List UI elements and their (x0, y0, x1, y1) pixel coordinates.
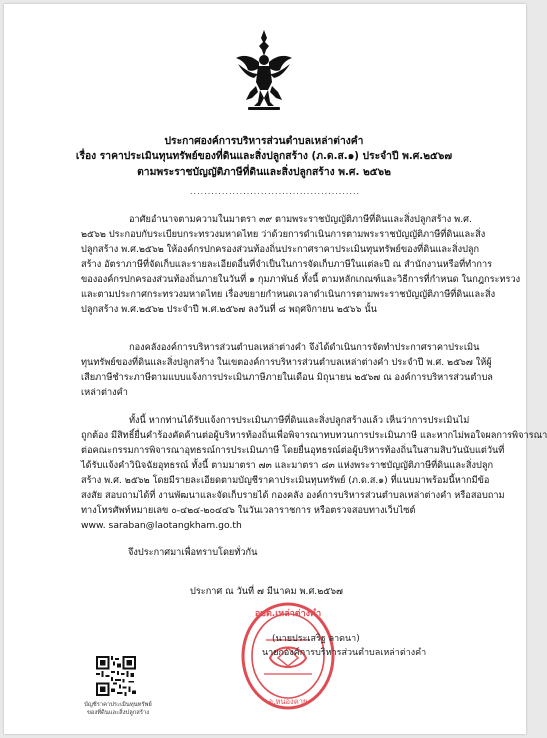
paragraph-line: สงสัย สอบถามได้ที่ งานพัฒนาและจัดเก็บรายได้ กองคลัง องค์การบริหารส่วนตำบลเหล่าต่างคำ หรือสอบถาม (81, 490, 505, 501)
website-link[interactable]: www. saraban@laotangkham.go.th (81, 520, 242, 531)
paragraph-line: ได้รับแจ้งคำวินิจฉัยอุทธรณ์ ทั้งนี้ ตามมาตรา ๗๓ และมาตรา ๘๓ แห่งพระราชบัญญัติภาษีที่ดินและสิ่งปลูก (81, 460, 494, 471)
heading-act: ตามพระราชบัญญัติภาษีที่ดินและสิ่งปลูกสร้าง พ.ศ. ๒๕๖๒ (137, 166, 391, 178)
paragraph-line: กองคลังองค์การบริหารส่วนตำบลเหล่าต่างคำ จึงได้ดำเนินการจัดทำประกาศราคาประเมิน (129, 342, 480, 353)
paragraph-line: สร้าง อัตราภาษีที่จัดเก็บและรายละเอียดอื่นที่จำเป็นในการจัดเก็บภาษีในแต่ละปี ณ สำนักงานหรือที่ทำการ (81, 259, 493, 270)
heading-agency: ประกาศองค์การบริหารส่วนตำบลเหล่าต่างคำ (164, 135, 364, 147)
paragraph-line: สร้าง พ.ศ. ๒๕๖๒ โดยมีรายละเอียดตามบัญชีราคาประเมินทุนทรัพย์ (ภ.ด.ส.๑) ที่แนบมาพร้อมนี้หากมีข้อ (81, 475, 490, 486)
paragraph-line: เหล่าต่างคำ (81, 387, 128, 398)
seal-top-text: อบต.เหล่าต่างคำ (254, 609, 322, 619)
paragraph-line: ถูกต้อง มีสิทธิ์ยื่นคำร้องคัดค้านต่อผู้บริหารท้องถิ่นเพื่อพิจารณาทบทวนการประเมินภาษี และหากไม่พอใจผลการพิจารณา (81, 430, 547, 441)
seal-bottom-text: จ.หนองคาย (268, 697, 308, 706)
signer-name: (นายประเสริฐ ลาดนา) (272, 634, 360, 644)
heading-subject: เรื่อง ราคาประเมินทุนทรัพย์ของที่ดินและสิ่งปลูกสร้าง (ภ.ด.ส.๑) ประจำปี พ.ศ.๒๕๖๗ (75, 150, 453, 162)
paragraph-line: ๒๕๖๒ ประกอบกับระเบียบกระทรวงมหาดไทย ว่าด้วยการดำเนินการตามพระราชบัญญัติภาษีที่ดินและสิ่ง (81, 229, 486, 240)
garuda-emblem-icon (234, 30, 294, 112)
closing-statement: จึงประกาศมาเพื่อทราบโดยทั่วกัน (128, 547, 258, 558)
paragraph-line: ขององค์กรปกครองส่วนท้องถิ่นภายในวันที่ ๑ กุมภาพันธ์ ทั้งนี้ ตามหลักเกณฑ์และวิธีการที่กำหนด ในกฎกระทรวง (81, 274, 521, 285)
signature-block (262, 632, 426, 660)
paragraph-line: ต่อคณะกรรมการพิจารณาอุทธรณ์การประเมินภาษี โดยยื่นอุทธรณ์ต่อผู้บริหารท้องถิ่นในสามสิบวันนับแต่วันที่ (81, 445, 505, 456)
document-page (4, 4, 547, 734)
paragraph-appeal (81, 413, 547, 533)
paragraph-line: ทั้งนี้ หากท่านได้รับแจ้งการประเมินภาษีที่ดินและสิ่งปลูกสร้างแล้ว เห็นว่าการประเมินไม่ (129, 415, 470, 426)
paragraph-line: ทางโทรศัพท์หมายเลข ๐-๔๒๔-๒๐๔๔๖ ในวันเวลาราชการ หรือตรวจสอบทางเว็บไซต์ (81, 505, 416, 516)
qr-code-icon[interactable] (96, 656, 136, 696)
paragraph-authority (81, 212, 521, 317)
paragraph-line: ปลูกสร้าง พ.ศ.๒๕๖๒ ให้องค์กรปกครองส่วนท้องถิ่นประกาศราคาประเมินทุนทรัพย์ของที่ดินและสิ่งปลูก (81, 244, 480, 255)
qr-caption-line: บัญชีราคาประเมินทุนทรัพย์ (84, 702, 152, 708)
paragraph-line: ทุนทรัพย์ของที่ดินและสิ่งปลูกสร้าง ในเขตองค์การบริหารส่วนตำบลเหล่าต่างคำ ประจำปี พ.ศ. ๒๕๖๗ ให้ผู้ (81, 357, 492, 368)
paragraph-line: ปลูกสร้าง พ.ศ.๒๕๖๒ ประจำปี พ.ศ.๒๕๖๗ ลงวันที่ ๘ พฤศจิกายน ๒๕๖๖ นั้น (81, 304, 377, 315)
heading-separator: ................................................ (190, 187, 361, 196)
announcement-date: ประกาศ ณ วันที่ ๗ มีนาคม พ.ศ.๒๕๖๗ (190, 586, 343, 597)
paragraph-tax-collection (81, 340, 493, 400)
paragraph-line: อาศัยอำนาจตามความในมาตรา ๓๙ ตามพระราชบัญญัติภาษีที่ดินและสิ่งปลูกสร้าง พ.ศ. (129, 214, 472, 225)
qr-caption-line: ของที่ดินและสิ่งปลูกสร้าง (86, 710, 150, 716)
paragraph-line: เสียภาษีชำระภาษีตามแบบแจ้งการประเมินภาษีภายในเดือน มิถุนายน ๒๕๖๗ ณ องค์การบริหารส่วนตำบล (81, 372, 493, 383)
qr-caption (78, 701, 158, 717)
paragraph-line: และตามประกาศกระทรวงมหาดไทย เรื่องขยายกำหนดเวลาดำเนินการตามพระราชบัญญัติภาษีที่ดินและสิ่ง (81, 289, 496, 300)
signer-position: นายกองค์การบริหารส่วนตำบลเหล่าต่างคำ (262, 648, 427, 658)
